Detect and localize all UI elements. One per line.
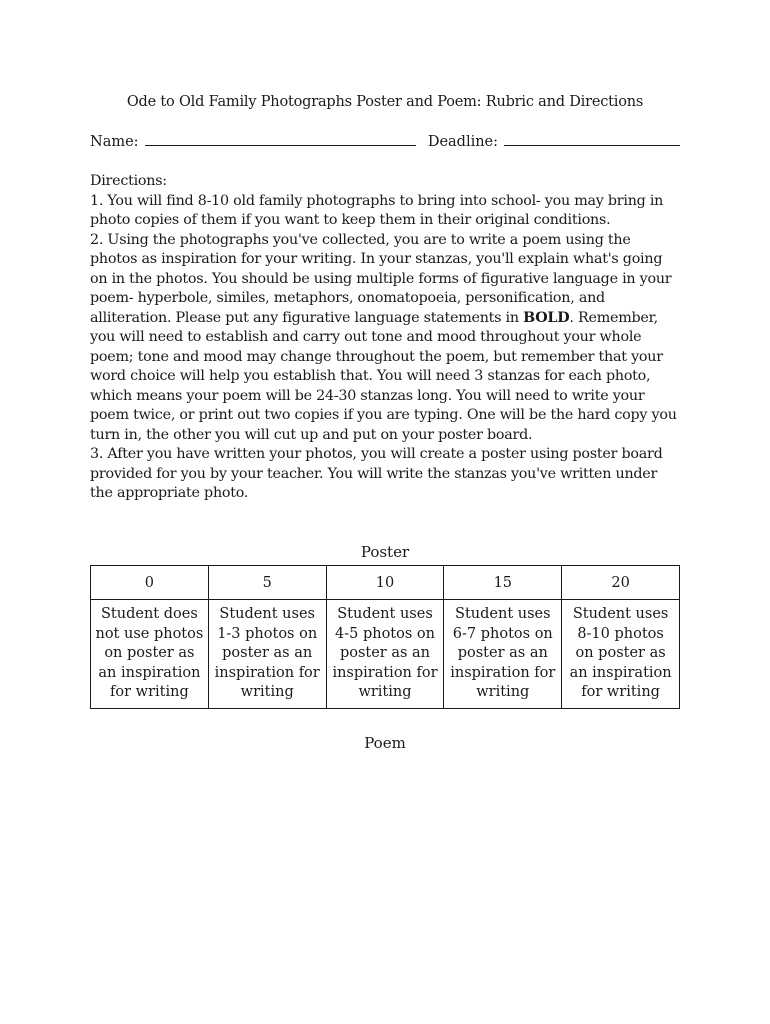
poster-rubric-table [90, 565, 680, 709]
poster-caption: Poster [360, 543, 410, 561]
direction-item-2 [90, 231, 678, 446]
rubric-criteria-cell: Student uses 1-3 photos on poster as an inspiration for writing [208, 600, 326, 709]
rubric-score-header: 20 [562, 566, 680, 600]
rubric-score-header: 10 [326, 566, 444, 600]
bold-keyword: BOLD [523, 309, 570, 326]
document-title: Ode to Old Family Photographs Poster and Poem: Rubric and Directions [126, 94, 644, 110]
direction-item-1: 1. You will find 8-10 old family photographs to bring into school- you may bring in photo copies of them if you want to keep them in their original conditions. [90, 192, 664, 228]
direction-item-2-text-a: 2. Using the photographs you've collected, you are to write a poem using the photos as inspiration for your writing. In your stanzas, you'll explain what's going on in the photos. You should be using multiple forms of figurative language in your poem- hyperbole, similes, metaphors, onomatopoeia, personification, and alliteration. Please put any figurative language statements in [90, 231, 672, 326]
rubric-score-header: 5 [208, 566, 326, 600]
directions-heading: Directions: [90, 173, 167, 189]
direction-item-3: 3. After you have written your photos, you will create a poster using poster board provided for you by your teacher. You will write the stanzas you've written under the appropriate photo. [90, 446, 663, 501]
rubric-header-row [91, 566, 680, 600]
name-blank-line [145, 133, 416, 146]
rubric-score-header: 15 [444, 566, 562, 600]
directions-section [90, 172, 678, 504]
rubric-criteria-cell: Student uses 4-5 photos on poster as an inspiration for writing [326, 600, 444, 709]
rubric-criteria-row [91, 600, 680, 709]
name-deadline-line [90, 133, 680, 150]
rubric-criteria-cell: Student uses 8-10 photos on poster as an inspiration for writing [562, 600, 680, 709]
poem-caption: Poem [364, 734, 406, 752]
rubric-criteria-cell: Student does not use photos on poster as an inspiration for writing [91, 600, 209, 709]
deadline-label: Deadline: [427, 134, 499, 150]
deadline-blank-line [504, 133, 680, 146]
name-label: Name: [90, 134, 139, 150]
rubric-score-header: 0 [91, 566, 209, 600]
rubric-criteria-cell: Student uses 6-7 photos on poster as an inspiration for writing [444, 600, 562, 709]
direction-item-2-text-b: . Remember, you will need to establish and carry out tone and mood throughout your whole poem; tone and mood may change throughout the poem, but remember that your word choice will help you establish that. You will need 3 stanzas for each photo, which means your poem will be 24-30 stanzas long. You will need to write your poem twice, or print out two copies if you are typing. One will be the hard copy you turn in, the other you will cut up and put on your poster board. [90, 309, 677, 443]
